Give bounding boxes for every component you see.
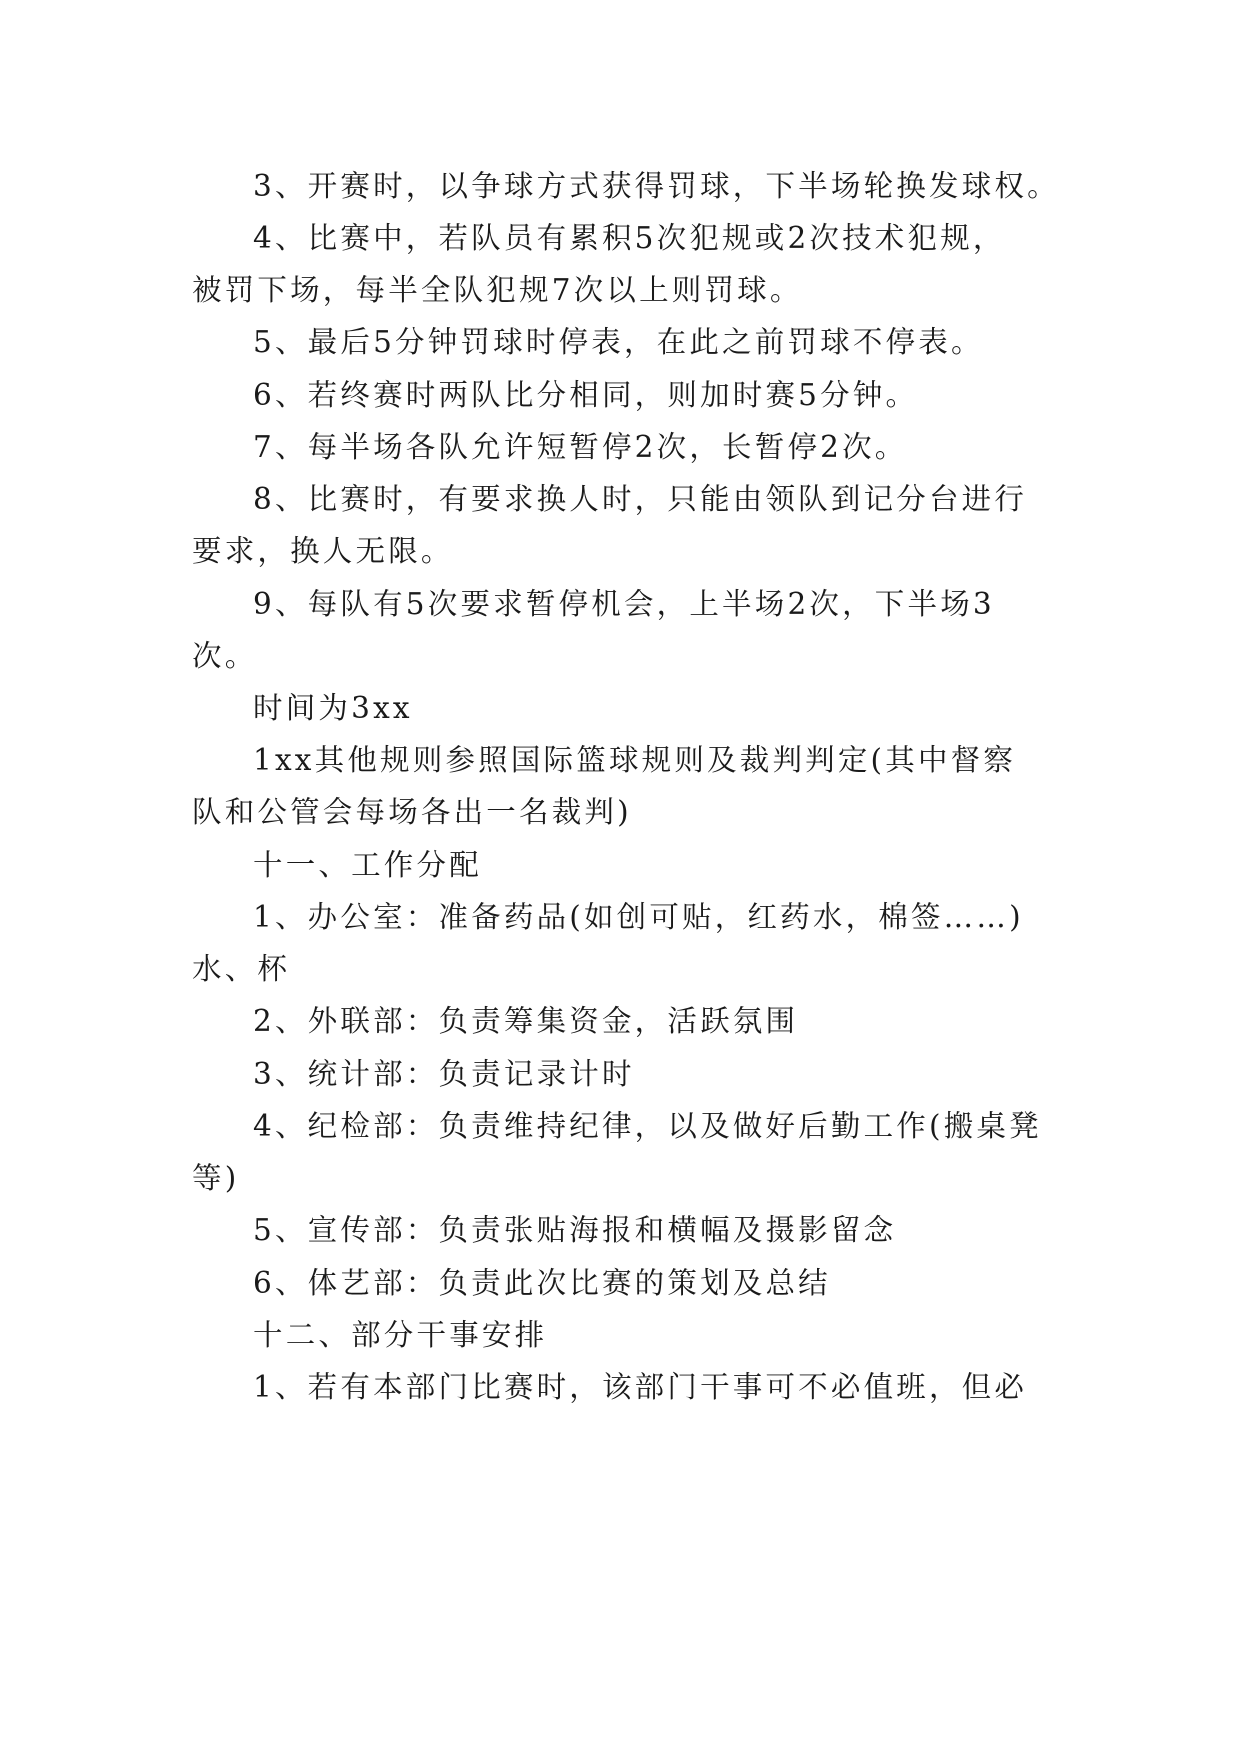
other-rules-continuation: 队和公管会每场各出一名裁判) <box>192 795 632 829</box>
rule-6-line: 6、若终赛时两队比分相同，则加时赛5分钟。 <box>253 378 919 412</box>
work-item-1-line: 1、办公室：准备药品(如创可贴，红药水，棉签……) <box>253 900 1024 934</box>
rule-8-line: 8、比赛时，有要求换人时，只能由领队到记分台进行 <box>253 482 1028 516</box>
staff-item-1-line: 1、若有本部门比赛时，该部门干事可不必值班，但必 <box>253 1370 1028 1404</box>
rule-5-line: 5、最后5分钟罚球时停表，在此之前罚球不停表。 <box>253 325 984 359</box>
work-item-6-line: 6、体艺部：负责此次比赛的策划及总结 <box>253 1266 831 1300</box>
work-item-4-continuation: 等) <box>192 1161 240 1195</box>
work-item-2-line: 2、外联部：负责筹集资金，活跃氛围 <box>253 1004 799 1038</box>
work-item-1-continuation: 水、杯 <box>192 952 291 986</box>
work-item-5-line: 5、宣传部：负责张贴海报和横幅及摄影留念 <box>253 1213 897 1247</box>
other-rules-line: 1xx其他规则参照国际篮球规则及裁判判定(其中督察 <box>253 743 1017 777</box>
time-line: 时间为3xx <box>253 691 413 725</box>
section-twelve-heading: 十二、部分干事安排 <box>253 1318 548 1352</box>
rule-7-line: 7、每半场各队允许短暂停2次，长暂停2次。 <box>253 430 908 464</box>
work-item-4-line: 4、纪检部：负责维持纪律，以及做好后勤工作(搬桌凳 <box>253 1109 1042 1143</box>
rule-9-line: 9、每队有5次要求暂停机会，上半场2次，下半场3 <box>253 587 995 621</box>
rule-8-continuation: 要求，换人无限。 <box>192 534 454 568</box>
rule-4-line: 4、比赛中，若队员有累积5次犯规或2次技术犯规， <box>253 221 1006 255</box>
rule-9-continuation: 次。 <box>192 639 258 673</box>
section-eleven-heading: 十一、工作分配 <box>253 848 482 882</box>
rule-3-line: 3、开赛时，以争球方式获得罚球，下半场轮换发球权。 <box>253 169 1060 203</box>
rule-4-continuation: 被罚下场，每半全队犯规7次以上则罚球。 <box>192 273 803 307</box>
work-item-3-line: 3、统计部：负责记录计时 <box>253 1057 635 1091</box>
